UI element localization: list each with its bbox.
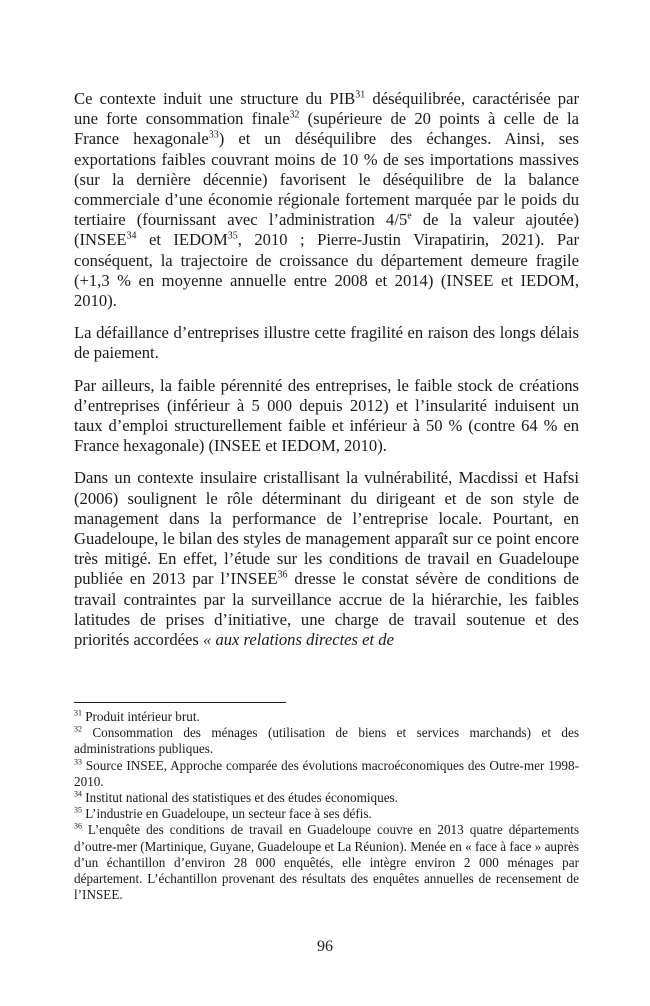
superscript-e: e xyxy=(407,210,412,222)
paragraph-text: Ce contexte induit une structure du PIB xyxy=(74,89,356,108)
paragraph-text: Dans un contexte insulaire cristallisant la vulnérabilité, Macdissi et Hafsi (2006) soulignent le rôle déterminant du dirigeant et de son style de management dans la performance de l’entreprise locale. Pourtant, en Guadeloupe, le bilan des styles de management apparaît sur ce point encore très mitigé. En effet, l’étude sur les conditions de travail en Guadeloupe publiée en 2013 par l’INSEE xyxy=(74,468,579,589)
paragraph xyxy=(74,468,579,650)
footnote xyxy=(74,758,579,790)
footnote xyxy=(74,725,579,757)
footnote-text: Consommation des ménages (utilisation de biens et services marchands) et des administrations publiques. xyxy=(74,725,579,757)
footnote xyxy=(74,822,579,903)
footnote-number: 36 xyxy=(74,822,82,832)
footnote-ref: 34 xyxy=(126,230,137,242)
footnote-text: L’industrie en Guadeloupe, un secteur face à ses défis. xyxy=(81,806,372,822)
footnote-ref: 32 xyxy=(289,109,300,121)
italic-quote: « aux relations directes et de xyxy=(203,630,394,650)
paragraph-text: , 2010 ; Pierre-Justin Virapatirin, 2021). Par conséquent, la trajectoire de croissance du département demeure fragile (+1,3 % en moyenne annuelle entre 2008 et 2014) (INSEE et IEDOM, 2010). xyxy=(74,230,579,311)
footnote-ref: 35 xyxy=(227,230,238,242)
footnote-number: 32 xyxy=(74,724,82,734)
footnote xyxy=(74,790,579,806)
footnote-number: 34 xyxy=(74,789,82,799)
footnote-text: Produit intérieur brut. xyxy=(81,709,200,724)
footnote-separator xyxy=(74,702,286,703)
footnote-ref: 31 xyxy=(355,89,366,101)
paragraph-text: Par ailleurs, la faible pérennité des entreprises, le faible stock de créations d’entreprises (inférieur à 5 000 depuis 2012) et l’insularité induisent un taux d’emploi structurellement faible et inférieur à 50 % (contre 64 % en France hexagonale) (INSEE et IEDOM, 2010). xyxy=(74,375,579,456)
footnote-text: L’enquête des conditions de travail en Guadeloupe couvre en 2013 quatre départements d’outre-mer (Martinique, Guyane, Guadeloupe et La Réunion). Menée en « face à face » auprès d’un échantillon d’environ 28 000 enquêtés, elle intègre environ 2 000 ménages par département. L’échantillon provenant des résultats des enquêtes annuelles de recensement de l’INSEE. xyxy=(74,822,579,903)
paragraph xyxy=(74,376,579,457)
footnotes xyxy=(74,709,579,903)
footnote-text: Institut national des statistiques et des études économiques. xyxy=(81,790,398,806)
main-text xyxy=(74,89,579,662)
footnote xyxy=(74,806,579,822)
paragraph-text: ) et un déséquilibre des échanges. Ainsi, ses exportations faibles couvrant moins de 10 % de ses importations massives (sur la dernière décennie) favorisent le déséquilibre de la balance commerciale d’une économie régionale fortement marquée par le poids du tertiaire (fournissant avec l’administration 4/5 xyxy=(74,129,579,230)
footnote-ref: 33 xyxy=(208,129,219,141)
paragraph-text: La défaillance d’entreprises illustre cette fragilité en raison des longs délais de paiement. xyxy=(74,323,579,363)
paragraph-text: de la valeur ajoutée) (INSEE xyxy=(74,210,579,250)
footnote xyxy=(74,709,579,725)
paragraph-text: et IEDOM xyxy=(136,230,228,250)
footnote-text: Source INSEE, Approche comparée des évolutions macroéconomiques des Outre-mer 1998-2010. xyxy=(74,757,579,789)
footnote-number: 35 xyxy=(74,805,82,815)
page-number: 96 xyxy=(317,938,333,955)
footnote-number: 33 xyxy=(74,757,82,767)
paragraph-text: (supérieure de 20 points à celle de la France hexagonale xyxy=(74,109,579,149)
paragraph-text: déséquilibrée, caractérisée par une forte consommation finale xyxy=(74,89,579,129)
footnote-ref: 36 xyxy=(277,569,288,581)
footnote-number: 31 xyxy=(74,708,82,718)
paragraph-text: dresse le constat sévère de conditions de travail contraintes par la surveillance accrue de la hiérarchie, les faibles latitudes de prises d’initiative, une charge de travail soutenue et des priorités accordées xyxy=(74,569,579,650)
paragraph xyxy=(74,323,579,363)
paragraph xyxy=(74,89,579,311)
